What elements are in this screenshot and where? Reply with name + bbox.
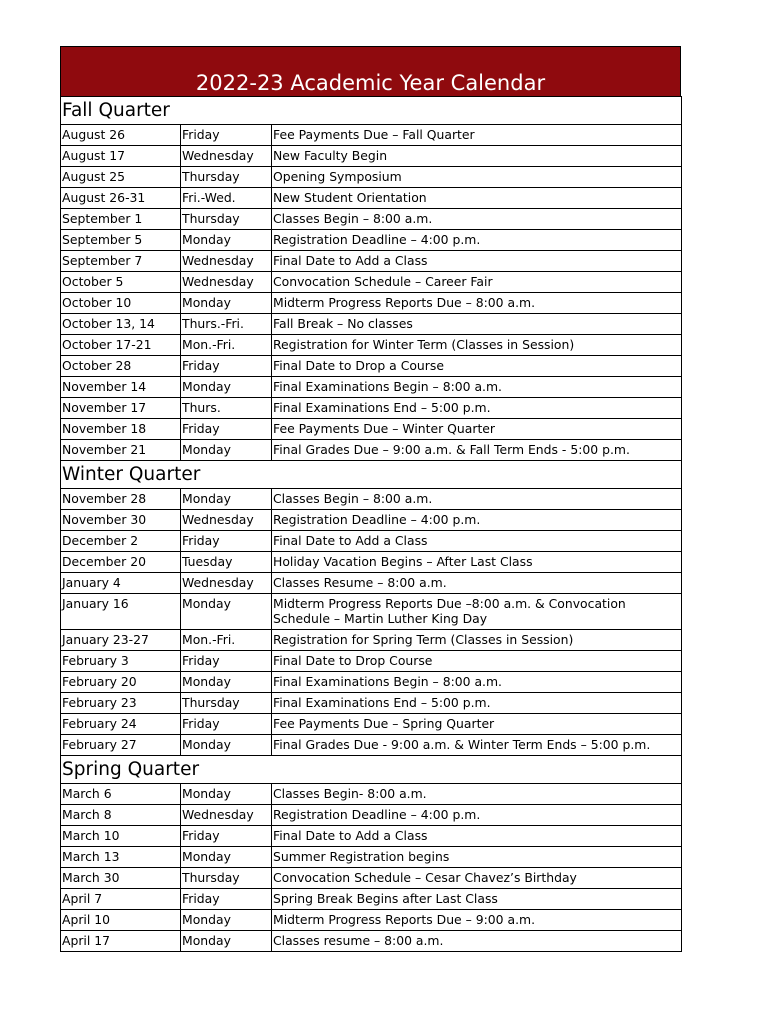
day-cell: Fri.-Wed. [181,188,272,209]
event-cell: Final Examinations Begin – 8:00 a.m. [272,672,682,693]
date-cell: January 16 [61,594,181,630]
table-row [61,377,682,398]
table-row [61,735,682,756]
event-cell: Midterm Progress Reports Due –8:00 a.m. & Convocation Schedule – Martin Luther King Day [272,594,682,630]
section-header-row [61,461,682,489]
table-row [61,693,682,714]
day-cell: Wednesday [181,805,272,826]
event-cell: Convocation Schedule – Career Fair [272,272,682,293]
date-cell: August 25 [61,167,181,188]
event-cell: Midterm Progress Reports Due – 8:00 a.m. [272,293,682,314]
day-cell: Monday [181,293,272,314]
table-row [61,314,682,335]
table-row [61,573,682,594]
event-cell: Convocation Schedule – Cesar Chavez’s Birthday [272,868,682,889]
day-cell: Friday [181,419,272,440]
table-row [61,868,682,889]
table-row [61,230,682,251]
table-row [61,889,682,910]
date-cell: November 30 [61,510,181,531]
event-cell: Classes resume – 8:00 a.m. [272,931,682,952]
day-cell: Wednesday [181,251,272,272]
event-cell: Final Examinations End – 5:00 p.m. [272,398,682,419]
table-row [61,251,682,272]
day-cell: Wednesday [181,510,272,531]
day-cell: Monday [181,440,272,461]
event-cell: Classes Begin – 8:00 a.m. [272,489,682,510]
date-cell: February 24 [61,714,181,735]
date-cell: October 10 [61,293,181,314]
day-cell: Thurs.-Fri. [181,314,272,335]
date-cell: April 7 [61,889,181,910]
table-row [61,188,682,209]
event-cell: Fall Break – No classes [272,314,682,335]
day-cell: Friday [181,531,272,552]
day-cell: Monday [181,910,272,931]
day-cell: Monday [181,230,272,251]
date-cell: August 26-31 [61,188,181,209]
table-row [61,714,682,735]
date-cell: December 20 [61,552,181,573]
table-row [61,805,682,826]
event-cell: Classes Begin- 8:00 a.m. [272,784,682,805]
calendar-title: 2022-23 Academic Year Calendar [60,46,681,96]
date-cell: February 27 [61,735,181,756]
table-row [61,209,682,230]
date-cell: October 17-21 [61,335,181,356]
day-cell: Thursday [181,209,272,230]
event-cell: Registration for Winter Term (Classes in Session) [272,335,682,356]
section-title: Fall Quarter [61,97,682,125]
table-row [61,931,682,952]
event-cell: Spring Break Begins after Last Class [272,889,682,910]
day-cell: Thurs. [181,398,272,419]
day-cell: Friday [181,125,272,146]
table-row [61,552,682,573]
calendar-table [60,96,682,952]
day-cell: Thursday [181,167,272,188]
date-cell: November 14 [61,377,181,398]
table-row [61,419,682,440]
day-cell: Thursday [181,868,272,889]
date-cell: March 13 [61,847,181,868]
event-cell: Classes Resume – 8:00 a.m. [272,573,682,594]
day-cell: Mon.-Fri. [181,335,272,356]
table-row [61,167,682,188]
event-cell: New Student Orientation [272,188,682,209]
event-cell: Fee Payments Due – Fall Quarter [272,125,682,146]
event-cell: Final Examinations End – 5:00 p.m. [272,693,682,714]
event-cell: Final Grades Due – 9:00 a.m. & Fall Term Ends - 5:00 p.m. [272,440,682,461]
table-row [61,356,682,377]
table-row [61,440,682,461]
date-cell: January 23-27 [61,630,181,651]
day-cell: Friday [181,714,272,735]
day-cell: Monday [181,931,272,952]
table-row [61,826,682,847]
event-cell: Registration for Spring Term (Classes in Session) [272,630,682,651]
table-row [61,293,682,314]
date-cell: November 17 [61,398,181,419]
date-cell: September 1 [61,209,181,230]
section-title: Winter Quarter [61,461,682,489]
event-cell: Summer Registration begins [272,847,682,868]
date-cell: March 6 [61,784,181,805]
date-cell: October 13, 14 [61,314,181,335]
day-cell: Monday [181,784,272,805]
table-row [61,847,682,868]
day-cell: Thursday [181,693,272,714]
section-header-row [61,756,682,784]
date-cell: August 17 [61,146,181,167]
date-cell: October 28 [61,356,181,377]
date-cell: August 26 [61,125,181,146]
table-row [61,335,682,356]
event-cell: Final Date to Add a Class [272,251,682,272]
date-cell: September 7 [61,251,181,272]
event-cell: Fee Payments Due – Winter Quarter [272,419,682,440]
date-cell: November 18 [61,419,181,440]
event-cell: Registration Deadline – 4:00 p.m. [272,805,682,826]
date-cell: April 17 [61,931,181,952]
table-row [61,272,682,293]
event-cell: Final Examinations Begin – 8:00 a.m. [272,377,682,398]
date-cell: September 5 [61,230,181,251]
date-cell: February 23 [61,693,181,714]
table-row [61,784,682,805]
table-row [61,146,682,167]
day-cell: Wednesday [181,272,272,293]
date-cell: April 10 [61,910,181,931]
day-cell: Tuesday [181,552,272,573]
table-row [61,651,682,672]
date-cell: March 10 [61,826,181,847]
table-row [61,630,682,651]
day-cell: Friday [181,356,272,377]
event-cell: Final Date to Drop Course [272,651,682,672]
day-cell: Monday [181,489,272,510]
date-cell: January 4 [61,573,181,594]
event-cell: Final Date to Drop a Course [272,356,682,377]
academic-calendar [60,46,681,952]
event-cell: New Faculty Begin [272,146,682,167]
day-cell: Monday [181,735,272,756]
date-cell: March 30 [61,868,181,889]
day-cell: Monday [181,377,272,398]
date-cell: November 21 [61,440,181,461]
date-cell: February 20 [61,672,181,693]
table-row [61,489,682,510]
event-cell: Fee Payments Due – Spring Quarter [272,714,682,735]
table-row [61,398,682,419]
day-cell: Friday [181,651,272,672]
date-cell: October 5 [61,272,181,293]
day-cell: Wednesday [181,146,272,167]
table-row [61,125,682,146]
event-cell: Final Date to Add a Class [272,826,682,847]
event-cell: Midterm Progress Reports Due – 9:00 a.m. [272,910,682,931]
event-cell: Final Grades Due - 9:00 a.m. & Winter Term Ends – 5:00 p.m. [272,735,682,756]
event-cell: Opening Symposium [272,167,682,188]
day-cell: Mon.-Fri. [181,630,272,651]
day-cell: Friday [181,826,272,847]
calendar-body [61,97,682,952]
event-cell: Final Date to Add a Class [272,531,682,552]
date-cell: November 28 [61,489,181,510]
date-cell: March 8 [61,805,181,826]
table-row [61,594,682,630]
event-cell: Classes Begin – 8:00 a.m. [272,209,682,230]
day-cell: Wednesday [181,573,272,594]
table-row [61,531,682,552]
day-cell: Friday [181,889,272,910]
event-cell: Registration Deadline – 4:00 p.m. [272,230,682,251]
table-row [61,910,682,931]
table-row [61,672,682,693]
day-cell: Monday [181,672,272,693]
section-title: Spring Quarter [61,756,682,784]
date-cell: February 3 [61,651,181,672]
date-cell: December 2 [61,531,181,552]
section-header-row [61,97,682,125]
day-cell: Monday [181,594,272,630]
table-row [61,510,682,531]
event-cell: Holiday Vacation Begins – After Last Class [272,552,682,573]
day-cell: Monday [181,847,272,868]
event-cell: Registration Deadline – 4:00 p.m. [272,510,682,531]
